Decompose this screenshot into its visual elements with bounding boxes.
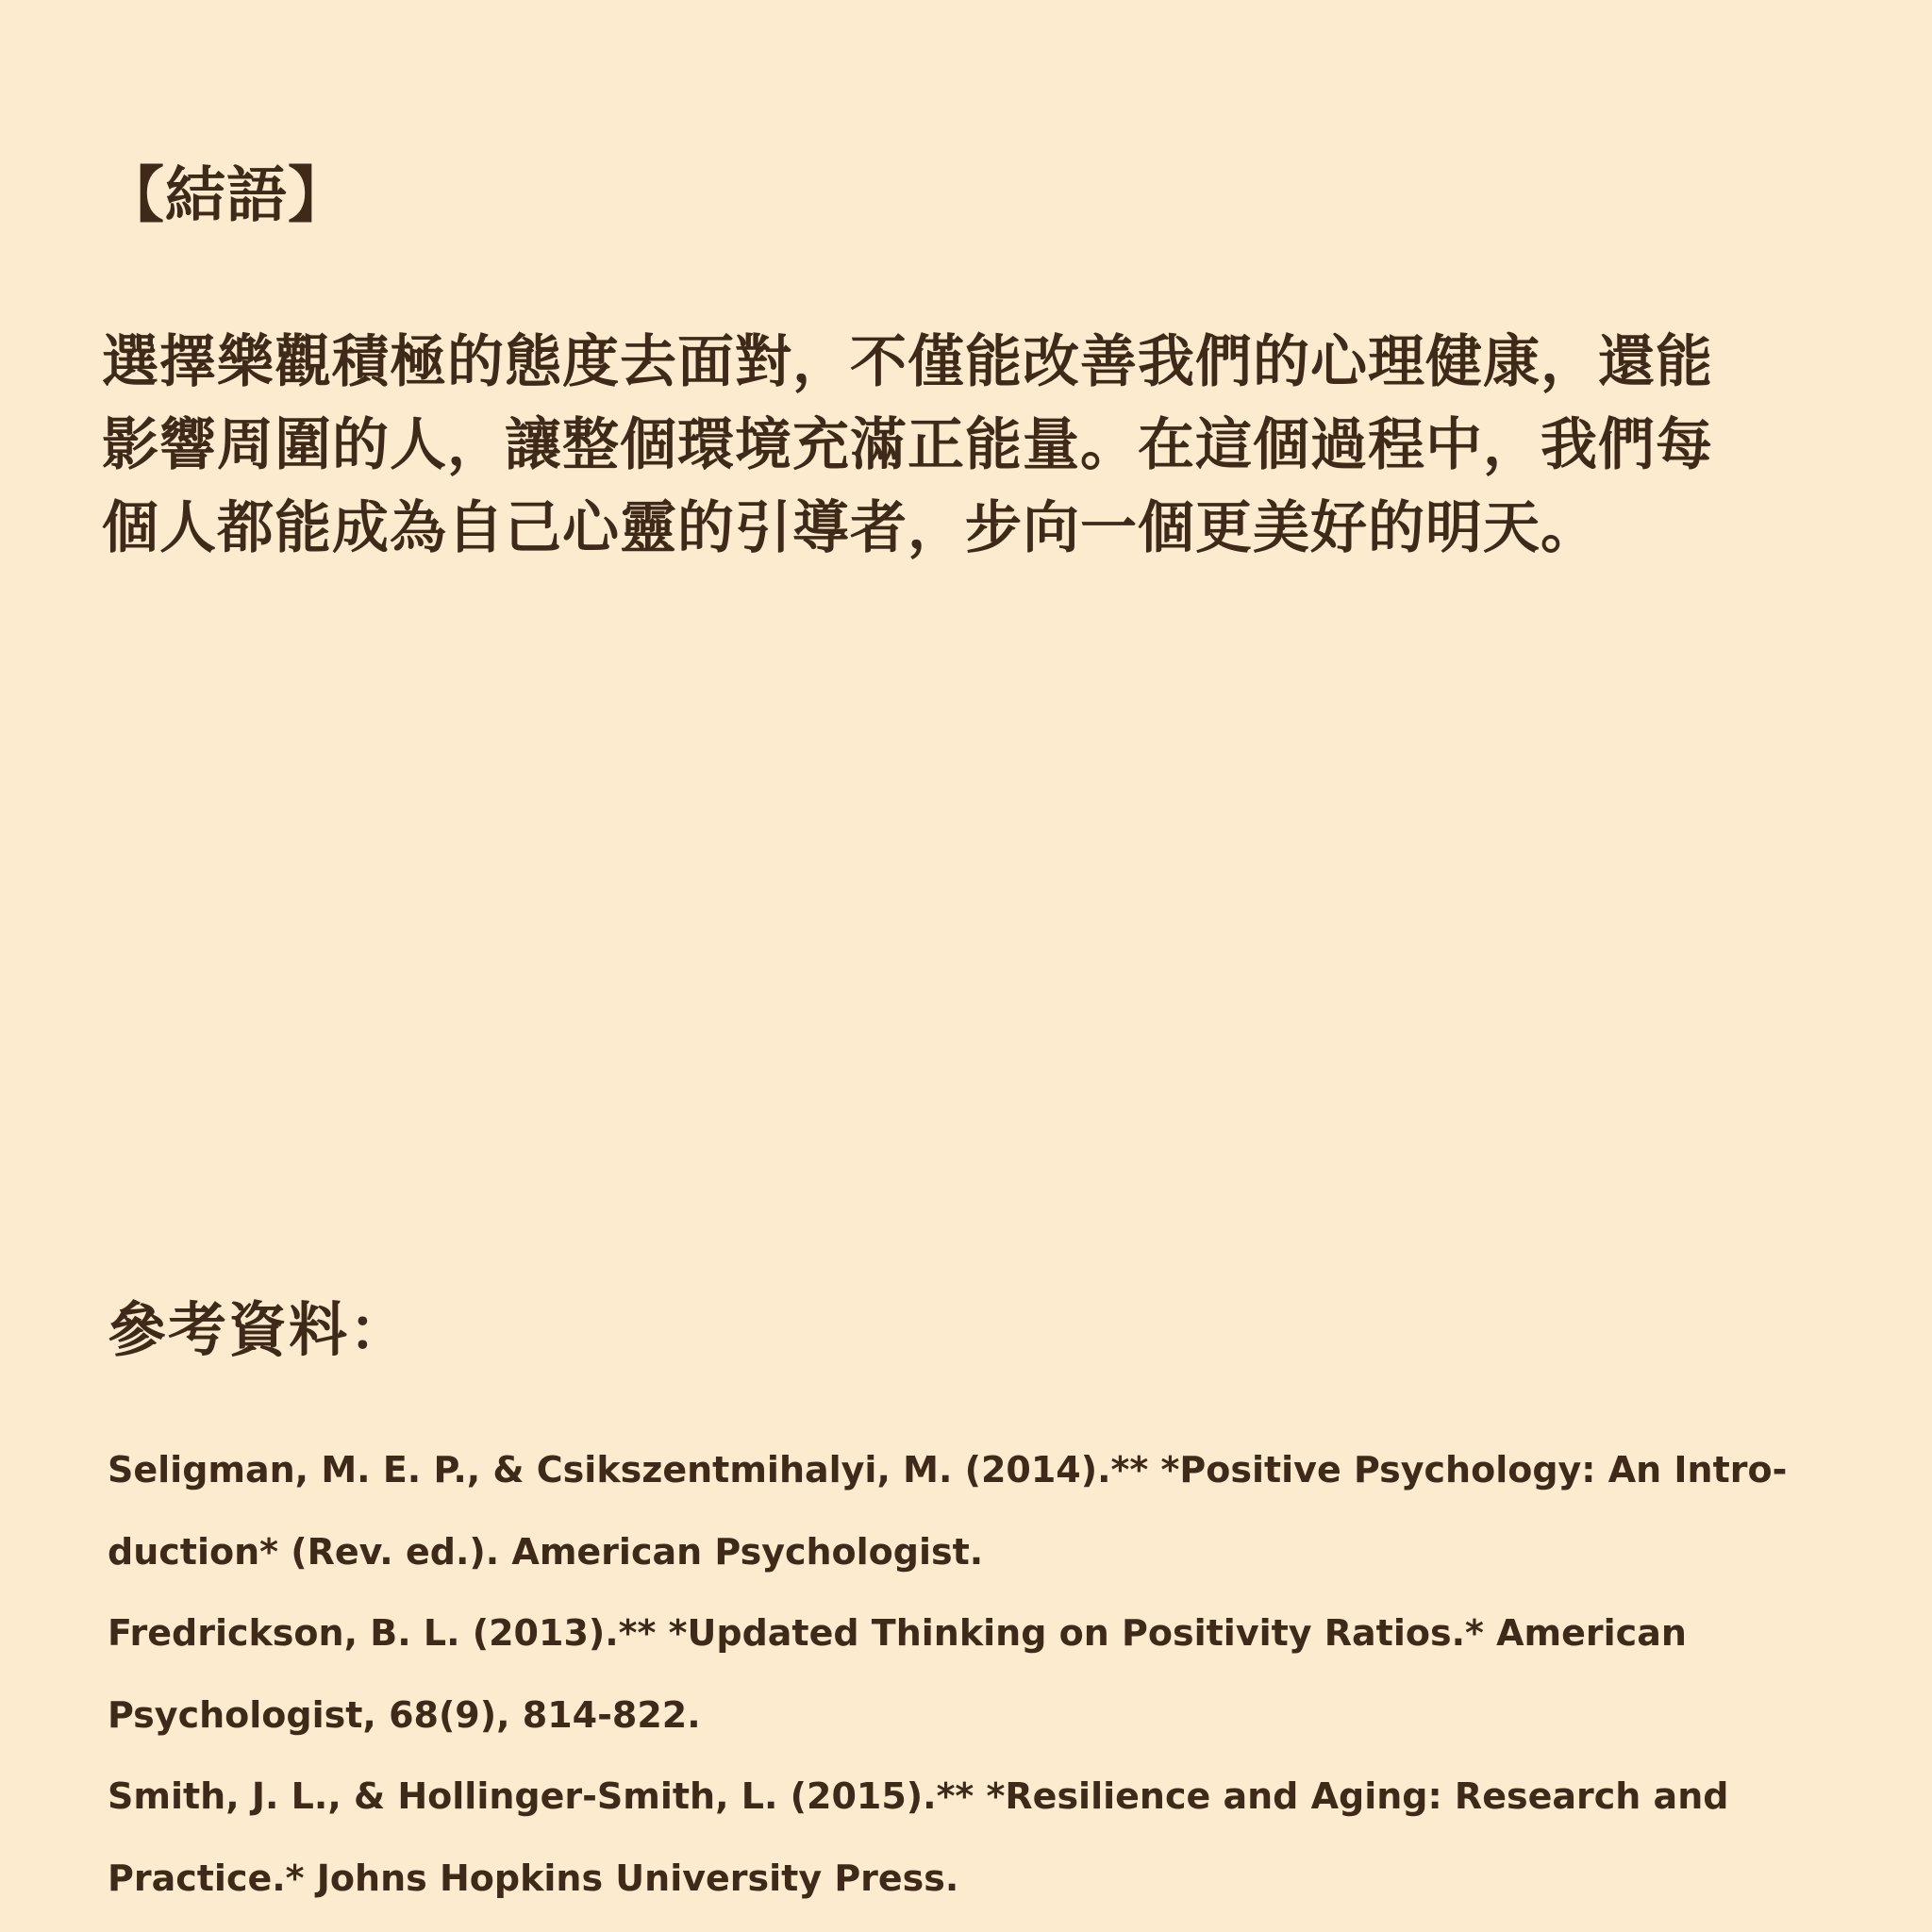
references-heading: 參考資料： xyxy=(108,1295,410,1364)
references-list xyxy=(108,1429,1834,1919)
conclusion-paragraph xyxy=(102,321,1838,570)
reference-line: Psychologist, 68(9), 814-822. xyxy=(108,1693,701,1736)
reference-item xyxy=(108,1756,1834,1919)
conclusion-line: 影響周圍的人，讓整個環境充滿正能量。在這個過程中，我們每 xyxy=(102,412,1713,478)
reference-line: Smith, J. L., & Hollinger-Smith, L. (2015).** *Resilience and Aging: Research and xyxy=(108,1775,1729,1817)
reference-item xyxy=(108,1592,1834,1756)
reference-line: Seligman, M. E. P., & Csikszentmihalyi, M. (2014).** *Positive Psychology: An Intro- xyxy=(108,1449,1788,1491)
reference-line: duction* (Rev. ed.). American Psychologist. xyxy=(108,1530,984,1573)
reference-item xyxy=(108,1429,1834,1592)
conclusion-line: 個人都能成為自己心靈的引導者，步向一個更美好的明天。 xyxy=(102,495,1598,561)
section-heading: 【結語】 xyxy=(104,161,349,231)
reference-line: Fredrickson, B. L. (2013).** *Updated Thinking on Positivity Ratios.* American xyxy=(108,1612,1687,1654)
conclusion-line: 選擇樂觀積極的態度去面對，不僅能改善我們的心理健康，還能 xyxy=(102,329,1713,395)
reference-line: Practice.* Johns Hopkins University Press. xyxy=(108,1857,959,1899)
